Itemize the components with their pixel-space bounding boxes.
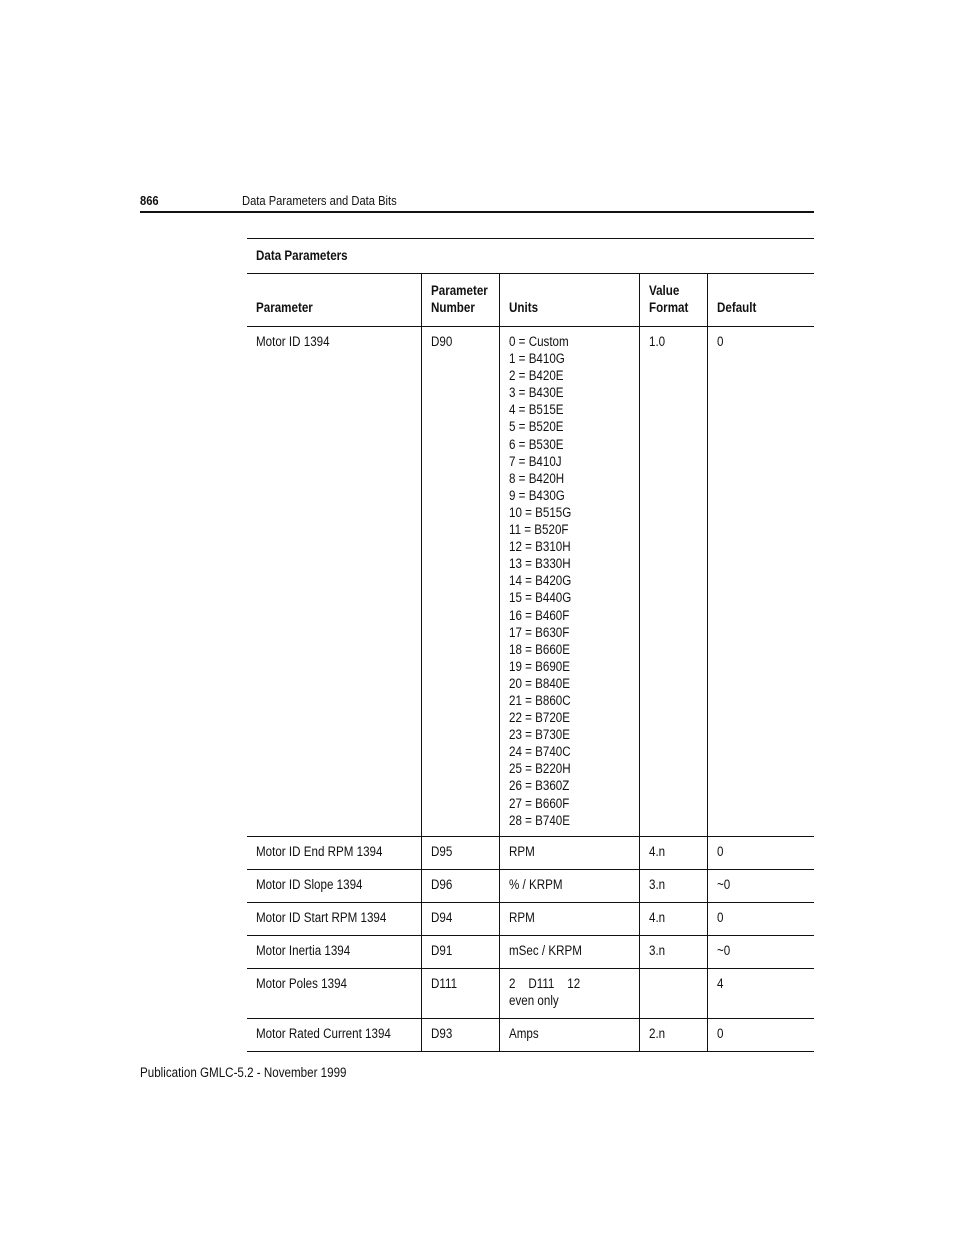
cell-value-format: 4.n — [639, 836, 707, 869]
cell-parameter-number: D90 — [421, 327, 499, 837]
table-body — [247, 327, 814, 1052]
table-row — [247, 836, 814, 869]
units-line: 15 = B440G — [508, 590, 571, 606]
cell-parameter-number: D93 — [421, 1019, 499, 1052]
units-line: 10 = B515G — [508, 504, 571, 520]
units-line: 2 D111 12 — [508, 976, 580, 992]
units-line: 12 = B310H — [508, 539, 571, 555]
table-row — [247, 936, 814, 969]
running-header: Data Parameters and Data Bits — [242, 193, 397, 208]
cell-parameter-number: D94 — [421, 902, 499, 935]
units-line: RPM — [508, 843, 535, 859]
cell-units — [499, 902, 639, 935]
units-line: 8 = B420H — [508, 470, 564, 486]
units-line: Amps — [508, 1026, 539, 1042]
units-line: 14 = B420G — [508, 573, 571, 589]
cell-value-format: 1.0 — [639, 327, 707, 837]
units-line: 25 = B220H — [508, 761, 571, 777]
units-line: 0 = Custom — [508, 334, 569, 349]
cell-value-format: 3.n — [639, 869, 707, 902]
cell-units — [499, 1019, 639, 1052]
units-line: 17 = B630F — [508, 624, 569, 640]
cell-units — [499, 836, 639, 869]
cell-parameter-number: D96 — [421, 869, 499, 902]
cell-units — [499, 936, 639, 969]
units-line: mSec / KRPM — [508, 943, 582, 958]
units-line: 7 = B410J — [508, 453, 562, 469]
units-line: 27 = B660F — [508, 795, 569, 811]
cell-units — [499, 869, 639, 902]
units-line: 13 = B330H — [508, 556, 571, 572]
cell-value-format: 2.n — [639, 1019, 707, 1052]
units-line: RPM — [508, 909, 535, 925]
cell-value-format: 3.n — [639, 936, 707, 969]
cell-parameter: Motor ID Slope 1394 — [256, 876, 363, 892]
cell-units — [499, 327, 639, 837]
cell-units — [499, 969, 639, 1019]
units-line: 18 = B660E — [508, 641, 570, 657]
cell-value-format: 4.n — [639, 902, 707, 935]
column-header-parameter: Parameter — [247, 274, 421, 327]
units-line: 6 = B530E — [508, 436, 564, 452]
units-line: % / KRPM — [508, 876, 563, 892]
cell-parameter: Motor ID 1394 — [256, 334, 330, 349]
table-row — [247, 1019, 814, 1052]
units-line: even only — [508, 993, 559, 1009]
header-rule — [140, 211, 814, 213]
page-number: 866 — [140, 193, 159, 208]
table-caption: Data Parameters — [247, 239, 814, 274]
units-line: 24 = B740C — [508, 744, 571, 760]
cell-parameter-number: D91 — [421, 936, 499, 969]
units-line: 11 = B520F — [508, 522, 569, 538]
cell-default: ~0 — [707, 869, 814, 902]
table-row — [247, 869, 814, 902]
cell-default: 0 — [707, 836, 814, 869]
units-line: 22 = B720E — [508, 710, 570, 726]
cell-default: 4 — [707, 969, 814, 1019]
units-line: 16 = B460F — [508, 607, 569, 623]
units-line: 2 = B420E — [508, 368, 564, 384]
data-parameters-table — [247, 238, 814, 1052]
units-line: 19 = B690E — [508, 658, 570, 674]
cell-default: ~0 — [707, 936, 814, 969]
cell-default: 0 — [707, 902, 814, 935]
column-header-number: Parameter Number — [421, 274, 499, 327]
cell-default: 0 — [707, 1019, 814, 1052]
units-line: 1 = B410G — [508, 351, 565, 367]
cell-parameter: Motor ID Start RPM 1394 — [256, 909, 387, 925]
units-line: 26 = B360Z — [508, 778, 569, 794]
cell-parameter: Motor Inertia 1394 — [256, 943, 351, 958]
cell-parameter: Motor ID End RPM 1394 — [256, 843, 383, 859]
units-line: 28 = B740E — [508, 812, 570, 828]
table-row — [247, 902, 814, 935]
units-line: 21 = B860C — [508, 692, 571, 708]
table-row — [247, 327, 814, 837]
units-line: 4 = B515E — [508, 402, 564, 418]
units-line: 3 = B430E — [508, 385, 564, 401]
publication-footer: Publication GMLC-5.2 - November 1999 — [140, 1065, 347, 1080]
column-header-default: Default — [707, 274, 814, 327]
column-header-format: Value Format — [639, 274, 707, 327]
table-row — [247, 969, 814, 1019]
units-line: 23 = B730E — [508, 727, 570, 743]
cell-default: 0 — [707, 327, 814, 837]
cell-parameter: Motor Poles 1394 — [256, 976, 347, 992]
cell-value-format — [639, 969, 707, 1019]
units-line: 9 = B430G — [508, 487, 565, 503]
column-header-units: Units — [499, 274, 639, 327]
cell-parameter-number: D95 — [421, 836, 499, 869]
cell-parameter-number: D111 — [421, 969, 499, 1019]
units-line: 5 = B520E — [508, 419, 564, 435]
cell-parameter: Motor Rated Current 1394 — [256, 1026, 391, 1042]
units-line: 20 = B840E — [508, 675, 570, 691]
